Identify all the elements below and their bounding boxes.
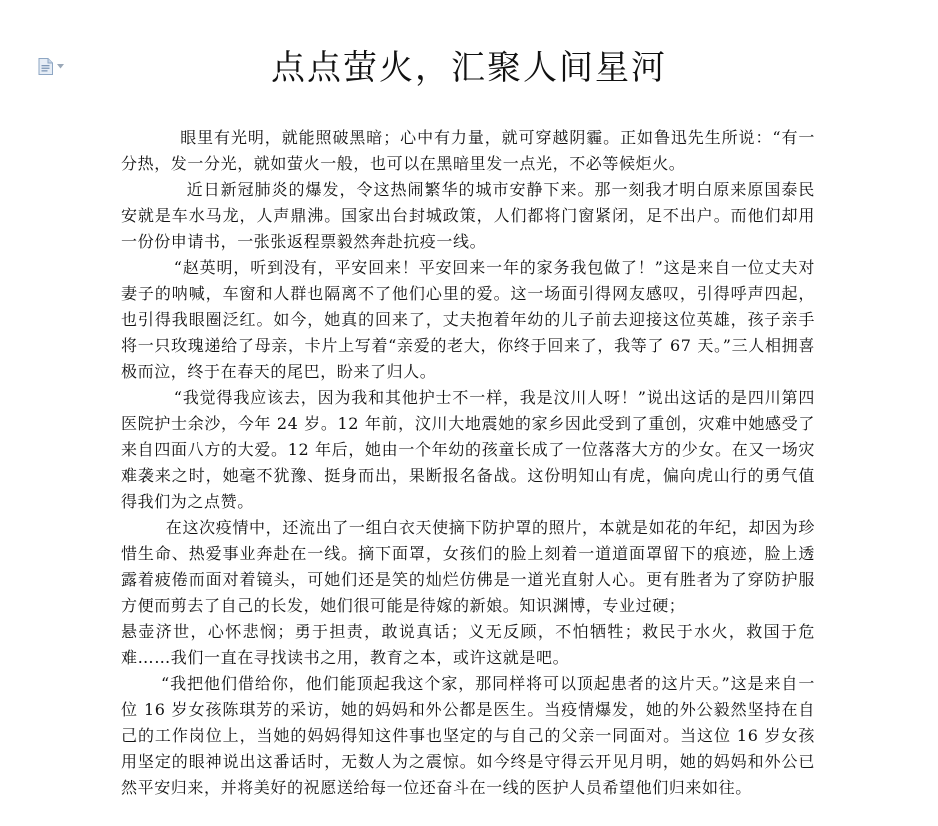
paragraph-4: “我觉得我应该去，因为我和其他护士不一样，我是汶川人呀！”说出这话的是四川第四医院护士余沙，今年 24 岁。12 年前，汶川大地震她的家乡因此受到了重创，灾难中她感受了来自四面八方的大爱。12 年后，她由一个年幼的孩童长成了一位落落大方的少女。在又一场灾难袭来之时，她毫不犹豫、挺身而出，果断报名备战。这份明知山有虎，偏向虎山行的勇气值得我们为之点赞。 — [121, 388, 815, 511]
paragraph-7: “我把他们借给你，他们能顶起我这个家，那同样将可以顶起患者的这片天。”这是来自一位 16 岁女孩陈琪芳的采访，她的妈妈和外公都是医生。当疫情爆发，她的外公毅然坚持在自己的工作岗位上，当她的妈妈得知这件事也坚定的与自己的父亲一同面对。当这位 16 岁女孩用坚定的眼神说出这番话时，无数人为之震惊。如今终是守得云开见月明，她的妈妈和外公已然平安归来，并将美好的祝愿送给每一位还奋斗在一线的医护人员希望他们归来如往。 — [121, 674, 815, 797]
document-title: 点点萤火，汇聚人间星河 — [271, 48, 667, 88]
paragraph-5: 在这次疫情中，还流出了一组白衣天使摘下防护罩的照片，本就是如花的年纪，却因为珍惜生命、热爱事业奔赴在一线。摘下面罩，女孩们的脸上刻着一道道面罩留下的痕迹，脸上透露着疲倦而面对着镜头，可她们还是笑的灿烂仿佛是一道光直射人心。更有胜者为了穿防护服方便而剪去了自己的长发，她们很可能是待嫁的新娘。知识渊博，专业过硬； — [121, 518, 815, 615]
paragraph-1: 眼里有光明，就能照破黑暗；心中有力量，就可穿越阴霾。正如鲁迅先生所说：“有一分热，发一分光，就如萤火一般，也可以在黑暗里发一点光，不必等候炬火。 — [121, 128, 815, 173]
document-body — [121, 125, 815, 801]
paragraph-3: “赵英明，听到没有，平安回来！平安回来一年的家务我包做了！”这是来自一位丈夫对妻子的呐喊，车窗和人群也隔离不了他们心里的爱。这一场面引得网友感叹，引得呼声四起，也引得我眼圈泛红。如今，她真的回来了，丈夫抱着年幼的儿子前去迎接这位英雄，孩子亲手将一只玫瑰递给了母亲，卡片上写着“亲爱的老大，你终于回来了，我等了 67 天。”三人相拥喜极而泣，终于在春天的尾巴，盼来了归人。 — [121, 258, 815, 381]
paragraph-2: 近日新冠肺炎的爆发，令这热闹繁华的城市安静下来。那一刻我才明白原来原国泰民安就是车水马龙，人声鼎沸。国家出台封城政策，人们都将门窗紧闭，足不出户。而他们却用一份份申请书，一张张返程票毅然奔赴抗疫一线。 — [121, 180, 815, 251]
paragraph-6: 悬壶济世，心怀悲悯；勇于担责，敢说真话；义无反顾，不怕牺牲；救民于水火，救国于危难……我们一直在寻找读书之用，教育之本，或许这就是吧。 — [121, 622, 815, 667]
